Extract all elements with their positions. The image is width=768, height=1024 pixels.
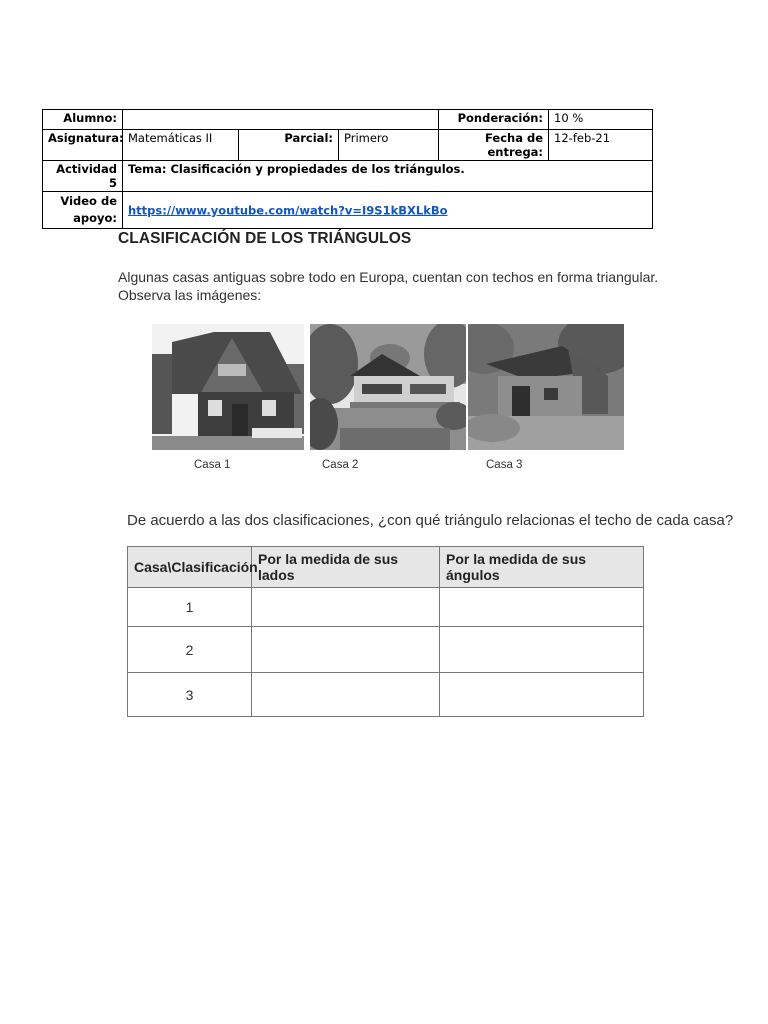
intro-text: Algunas casas antiguas sobre todo en Europa, cuentan con techos en forma triangular. Observa las imágenes: bbox=[118, 269, 659, 303]
video-label-line1: Video de bbox=[60, 194, 117, 208]
row-video bbox=[43, 192, 653, 229]
ponderacion-label: Ponderación: bbox=[439, 110, 549, 130]
caption-casa-2: Casa 2 bbox=[322, 459, 359, 471]
header-angulos: Por la medida de sus ángulos bbox=[440, 547, 644, 588]
parcial-value: Primero bbox=[339, 130, 439, 161]
table-row bbox=[128, 673, 644, 717]
question-text: De acuerdo a las dos clasificaciones, ¿con qué triángulo relacionas el techo de cada casa? bbox=[127, 512, 734, 529]
answer-lados-cell[interactable] bbox=[252, 627, 440, 673]
video-label-line2: apoyo: bbox=[73, 211, 117, 225]
answer-angulos-cell[interactable] bbox=[440, 588, 644, 627]
casa-1-photo bbox=[152, 324, 304, 450]
fecha-value: 12-feb-21 bbox=[549, 130, 653, 161]
ponderacion-value: 10 % bbox=[549, 110, 653, 130]
asignatura-value: Matemáticas II bbox=[123, 130, 239, 161]
parcial-label: Parcial: bbox=[239, 130, 339, 161]
casa-2-photo bbox=[310, 324, 466, 450]
caption-casa-1: Casa 1 bbox=[194, 459, 231, 471]
table-row bbox=[128, 627, 644, 673]
row-asignatura bbox=[43, 130, 653, 161]
row-casa-number: 1 bbox=[128, 588, 252, 627]
alumno-label: Alumno: bbox=[43, 110, 123, 130]
tema-value: Tema: Clasificación y propiedades de los triángulos. bbox=[123, 161, 653, 192]
header-lados: Por la medida de sus lados bbox=[252, 547, 440, 588]
row-alumno bbox=[43, 110, 653, 130]
casa-3-photo bbox=[468, 324, 624, 450]
section-title: CLASIFICACIÓN DE LOS TRIÁNGULOS bbox=[118, 230, 412, 247]
header-casa: Casa\Clasificación bbox=[128, 547, 252, 588]
classification-table bbox=[127, 546, 644, 717]
answer-angulos-cell[interactable] bbox=[440, 627, 644, 673]
caption-casa-3: Casa 3 bbox=[486, 459, 523, 471]
video-link[interactable]: https://www.youtube.com/watch?v=I9S1kBXLkBo bbox=[128, 203, 448, 218]
video-cell bbox=[123, 192, 653, 229]
answer-lados-cell[interactable] bbox=[252, 673, 440, 717]
alumno-field[interactable] bbox=[123, 110, 439, 130]
answer-angulos-cell[interactable] bbox=[440, 673, 644, 717]
table-header-row bbox=[128, 547, 644, 588]
actividad-label: Actividad 5 bbox=[43, 161, 123, 192]
row-casa-number: 2 bbox=[128, 627, 252, 673]
row-casa-number: 3 bbox=[128, 673, 252, 717]
asignatura-label: Asignatura: bbox=[43, 130, 123, 161]
table-row bbox=[128, 588, 644, 627]
header-table bbox=[42, 109, 653, 229]
answer-lados-cell[interactable] bbox=[252, 588, 440, 627]
houses-photos bbox=[152, 324, 624, 450]
row-actividad bbox=[43, 161, 653, 192]
video-label bbox=[43, 192, 123, 229]
fecha-label: Fecha de entrega: bbox=[439, 130, 549, 161]
